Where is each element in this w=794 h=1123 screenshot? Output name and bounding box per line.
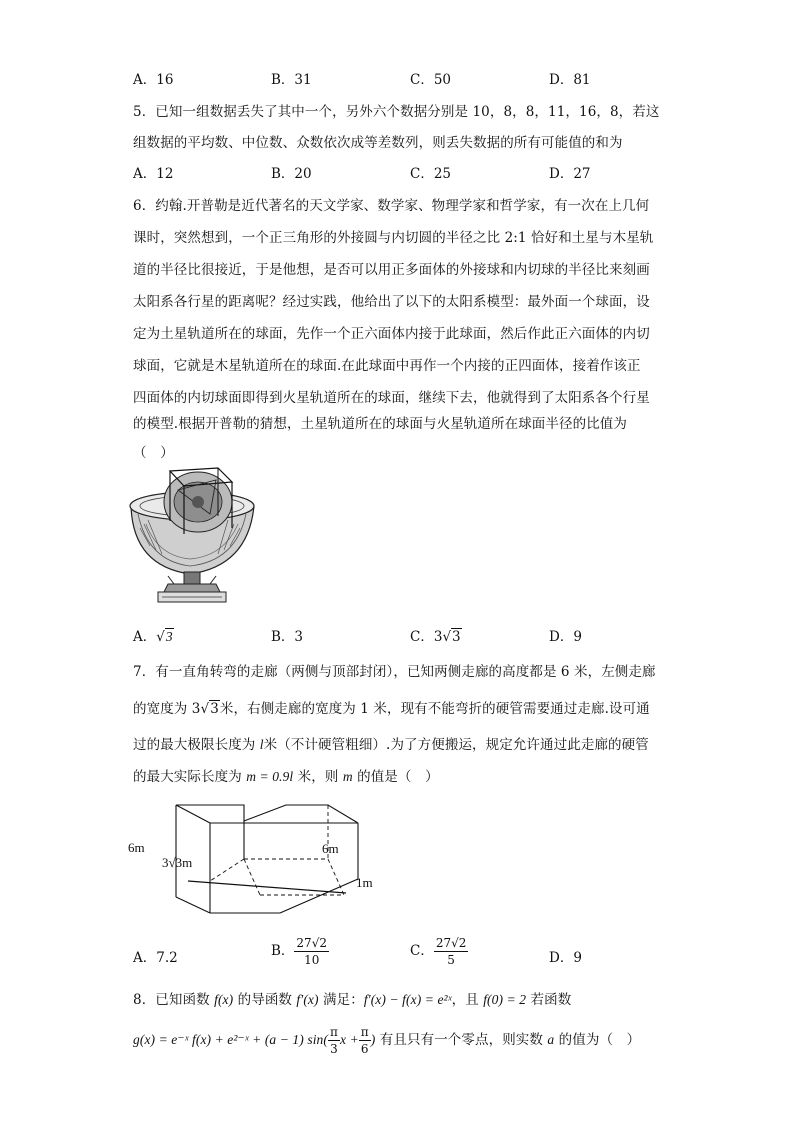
q6-option-b: B．3 <box>271 629 304 645</box>
q4-option-a: A．16 <box>133 72 174 88</box>
q6-option-a: A．√3 <box>133 629 173 645</box>
q6-option-c: C．3√3 <box>410 629 461 645</box>
q6-line-7: 四面体的内切球面即得到火星轨道所在的球面，继续下去，他就得到了太阳系各个行星 <box>133 390 650 406</box>
kepler-model-illustration <box>128 466 258 606</box>
q6-line-6: 球面，它就是木星轨道所在的球面.在此球面中再作一个内接的正四面体，接着作该正 <box>133 358 641 374</box>
q7-option-d: D．9 <box>549 950 582 966</box>
q6-line-3: 道的半径比很接近，于是他想，是否可以用正多面体的外接球和内切球的半径比来刻画 <box>133 262 650 278</box>
q6-option-d: D．9 <box>549 629 582 645</box>
q8-line-2: g(x) = e⁻ˣ f(x) + e²⁻ˣ + (a − 1) sin( $\frac{\pi}{3}$ x + $\frac{\pi}{6}$ ) 有且只有一个零点，则实数 a 的值为（ ） <box>133 1025 641 1056</box>
q6-line-2: 课时，突然想到，一个正三角形的外接圆与内切圆的半径之比 2:1 恰好和土星与木星轨 <box>133 230 654 246</box>
q7-line-1: 7．有一直角转弯的走廊（两侧与顶部封闭），已知两侧走廊的高度都是 6 米，左侧走廊 <box>133 664 656 680</box>
q4-option-c: C．50 <box>410 72 452 88</box>
q6-line-4: 太阳系各行星的距离呢？经过实践，他给出了以下的太阳系模型：最外面一个球面，设 <box>133 294 650 310</box>
q5-option-a: A．12 <box>133 166 174 182</box>
q6-line-1: 6．约翰.开普勒是近代著名的天文学家、数学家、物理学家和哲学家，有一次在上几何 <box>133 198 650 214</box>
q5-option-c: C．25 <box>410 166 452 182</box>
q5-line-2: 组数据的平均数、中位数、众数依次成等差数列，则丢失数据的所有可能值的和为 <box>133 135 623 151</box>
q7-line-4: 的最大实际长度为 m = 0.9l 米，则 m 的值是（ ） <box>133 769 439 785</box>
q7-line-2: 的宽度为 3√3米，右侧走廊的宽度为 1 米，现有不能弯折的硬管需要通过走廊.设可通 <box>133 701 650 717</box>
q6-line-9: （ ） <box>133 445 174 461</box>
q5-option-b: B．20 <box>271 166 312 182</box>
q8-line-1: 8．已知函数 f(x) 的导函数 f′(x) 满足：f′(x) − f(x) = e²ˣ，且 f(0) = 2 若函数 <box>133 992 572 1008</box>
label-6m-right: 6m <box>322 841 339 856</box>
q7-option-b: B． $\frac{27√2}{10}$ <box>271 936 327 967</box>
q7-line-3: 过的最大极限长度为 l米（不计硬管粗细）.为了方便搬运，规定允许通过此走廊的硬管 <box>133 737 649 753</box>
label-1m: 1m <box>356 875 373 890</box>
q6-line-8: 的模型.根据开普勒的猜想，土星轨道所在的球面与火星轨道所在球面半径的比值为 <box>133 416 627 432</box>
q4-option-d: D．81 <box>549 72 591 88</box>
q7-option-c: C． $\frac{27√2}{5}$ <box>410 936 467 967</box>
q5-option-d: D．27 <box>549 166 591 182</box>
q6-line-5: 定为土星轨道所在的球面，先作一个正六面体内接于此球面，然后作此正六面体的内切 <box>133 326 650 342</box>
label-3sqrt3m: 3√3m <box>162 855 193 870</box>
q5-line-1: 5．已知一组数据丢失了其中一个，另外六个数据分别是 10，8，8，11，16，8，若这 <box>133 104 660 120</box>
corridor-figure <box>128 795 388 920</box>
label-6m-left: 6m <box>128 840 145 855</box>
q7-option-a: A．7.2 <box>133 950 178 966</box>
q4-option-b: B．31 <box>271 72 312 88</box>
